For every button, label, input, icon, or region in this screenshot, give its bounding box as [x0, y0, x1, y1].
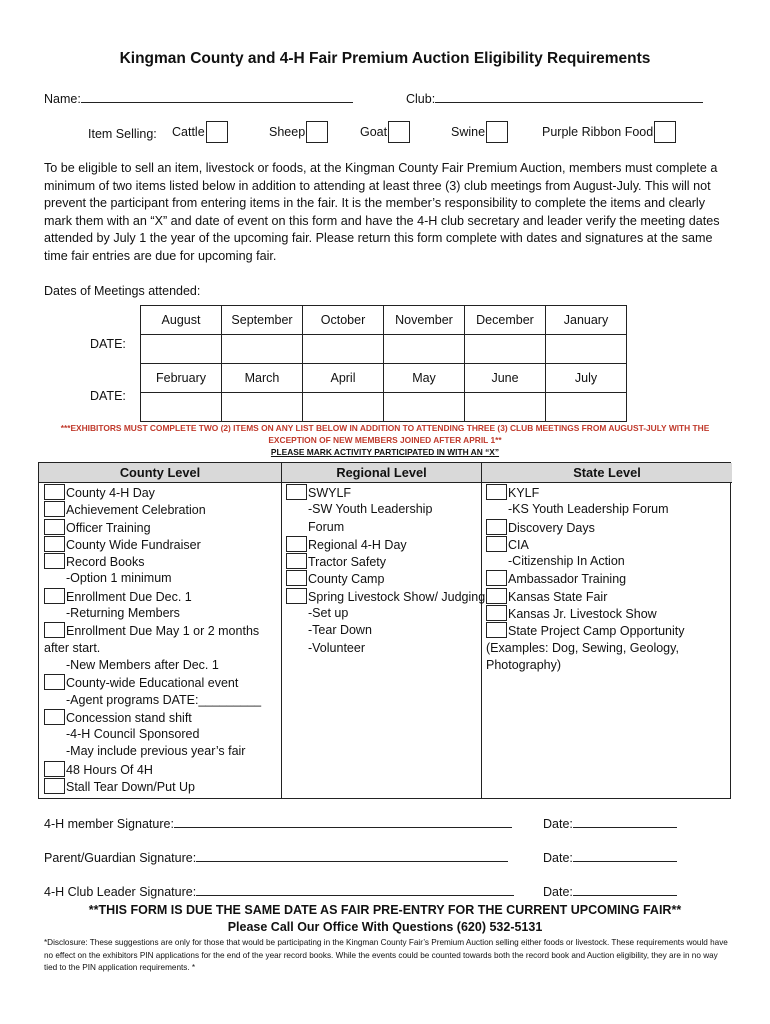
county-activity-row [44, 657, 280, 674]
month-cell: February [141, 364, 222, 393]
county-activity-checkbox[interactable] [44, 484, 65, 500]
months-row-2 [141, 364, 627, 393]
regional-activity-row [286, 622, 481, 639]
cattle-checkbox[interactable] [206, 121, 228, 143]
goat-checkbox[interactable] [388, 121, 410, 143]
regional-activity-label: Forum [308, 519, 345, 534]
county-activity-label: Concession stand shift [66, 710, 192, 725]
item-swine [451, 121, 508, 143]
regional-activity-row [286, 536, 481, 553]
county-list [44, 484, 280, 798]
item-selling-label: Item Selling: [88, 127, 157, 141]
name-row [44, 92, 353, 106]
regional-activity-row [286, 605, 481, 622]
state-activity-row [486, 622, 730, 639]
state-activity-label: KYLF [508, 486, 540, 500]
regional-activity-label: -Tear Down [308, 623, 372, 638]
parent-signature-label: Parent/Guardian Signature: [44, 851, 197, 865]
county-activity-label: County-wide Educational event [66, 676, 239, 691]
regional-activity-label: -Volunteer [308, 640, 365, 655]
county-activity-checkbox[interactable] [44, 588, 65, 604]
regional-activity-row [286, 640, 481, 657]
date-cell[interactable] [222, 393, 303, 422]
month-cell: October [303, 306, 384, 335]
county-activity-row [44, 743, 280, 760]
regional-activity-label: SWYLF [308, 486, 352, 500]
state-activity-row [486, 501, 730, 518]
month-cell: January [546, 306, 627, 335]
date-cell[interactable] [222, 335, 303, 364]
due-date-notice: **THIS FORM IS DUE THE SAME DATE AS FAIR PRE-ENTRY FOR THE CURRENT UPCOMING FAIR** [88, 903, 682, 917]
sheep-checkbox[interactable] [306, 121, 328, 143]
month-cell: March [222, 364, 303, 393]
parent-date-field[interactable] [573, 861, 677, 862]
dates-row-2 [141, 393, 627, 422]
state-activity-row [486, 605, 730, 622]
date-cell[interactable] [303, 335, 384, 364]
regional-activity-row [286, 484, 481, 501]
item-cattle [172, 121, 228, 143]
item-goat-label: Goat [360, 125, 388, 139]
club-row [406, 92, 703, 106]
county-activity-checkbox[interactable] [44, 536, 65, 552]
state-activity-checkbox[interactable] [486, 570, 507, 586]
county-activity-checkbox[interactable] [44, 674, 65, 690]
county-activity-label: -May include previous year’s fair [66, 744, 246, 759]
regional-activity-row [286, 570, 481, 587]
state-heading: State Level [482, 463, 732, 483]
member-date-field[interactable] [573, 827, 677, 828]
date-cell[interactable] [384, 335, 465, 364]
state-activity-label: Discovery Days [508, 520, 595, 535]
item-swine-label: Swine [451, 125, 486, 139]
regional-activity-checkbox[interactable] [286, 536, 307, 552]
state-activity-label: Kansas State Fair [508, 589, 608, 604]
regional-activity-row [286, 588, 486, 605]
office-contact: Please Call Our Office With Questions (620) 532-5131 [227, 920, 543, 934]
leader-date-label: Date: [543, 885, 573, 899]
state-activity-row [486, 553, 730, 570]
leader-signature-row [44, 885, 514, 899]
state-activity-row [486, 588, 730, 605]
month-cell: June [465, 364, 546, 393]
county-activity-label: -Agent programs DATE:_________ [66, 692, 262, 707]
regional-activity-row [286, 553, 481, 570]
regional-activity-label: -Set up [308, 606, 349, 621]
county-activity-checkbox[interactable] [44, 622, 65, 638]
county-activity-row [44, 553, 280, 570]
regional-activity-label: -SW Youth Leadership [308, 502, 433, 517]
regional-list [286, 484, 486, 798]
month-cell: November [384, 306, 465, 335]
state-list [486, 484, 730, 798]
month-cell: July [546, 364, 627, 393]
state-activity-checkbox[interactable] [486, 605, 507, 621]
regional-activity-label: County Camp [308, 572, 385, 587]
state-activity-label: Photography) [486, 657, 562, 672]
county-activity-row [44, 570, 280, 587]
member-signature-label: 4-H member Signature: [44, 817, 174, 831]
county-activity-row [44, 709, 280, 726]
date-label-1: DATE: [90, 337, 126, 351]
item-purple-ribbon-food-label: Purple Ribbon Food [542, 125, 654, 139]
county-activity-row [44, 484, 280, 501]
date-cell[interactable] [384, 393, 465, 422]
county-activity-label: -New Members after Dec. 1 [66, 657, 219, 672]
county-activity-row [44, 501, 280, 518]
exhibitor-warning-1: ***EXHIBITORS MUST COMPLETE TWO (2) ITEMS ON ANY LIST BELOW IN ADDITION TO ATTENDING THREE (3) CLUB MEETINGS FROM AUGUST-JULY WITH THE [60, 423, 710, 433]
county-activity-row [44, 622, 280, 639]
member-date-row [543, 817, 677, 831]
name-field[interactable] [81, 102, 353, 103]
state-activity-row [486, 484, 730, 501]
state-activity-row [486, 640, 730, 657]
state-activity-row [486, 536, 730, 553]
date-cell[interactable] [303, 393, 384, 422]
state-activity-label: -Citizenship In Action [508, 554, 625, 569]
county-activity-label: after start. [44, 640, 101, 655]
swine-checkbox[interactable] [486, 121, 508, 143]
date-cell[interactable] [465, 335, 546, 364]
state-activity-checkbox[interactable] [486, 536, 507, 552]
mark-activity-note: PLEASE MARK ACTIVITY PARTICIPATED IN WITH AN “X” [270, 447, 500, 457]
item-cattle-label: Cattle [172, 125, 205, 139]
county-activity-checkbox[interactable] [44, 501, 65, 517]
date-cell[interactable] [546, 335, 627, 364]
state-activity-label: Kansas Jr. Livestock Show [508, 607, 657, 622]
regional-activity-row [286, 501, 481, 518]
state-activity-checkbox[interactable] [486, 519, 507, 535]
county-activity-label: Achievement Celebration [66, 503, 206, 518]
name-label: Name: [44, 92, 81, 106]
state-activity-row [486, 570, 730, 587]
county-activity-label: Officer Training [66, 520, 151, 535]
item-goat [360, 121, 410, 143]
months-row-1 [141, 306, 627, 335]
dates-row-1 [141, 335, 627, 364]
date-cell[interactable] [546, 393, 627, 422]
county-activity-row [44, 605, 280, 622]
county-activity-label: -Returning Members [66, 606, 180, 621]
eligibility-table [38, 462, 731, 799]
state-activity-label: CIA [508, 537, 529, 552]
state-activity-row [486, 657, 730, 674]
county-activity-label: County 4-H Day [66, 486, 155, 500]
county-activity-label: -4-H Council Sponsored [66, 727, 200, 742]
date-cell[interactable] [465, 393, 546, 422]
county-activity-checkbox[interactable] [44, 778, 65, 794]
county-activity-row [44, 536, 280, 553]
leader-signature-label: 4-H Club Leader Signature: [44, 885, 197, 899]
regional-activity-checkbox[interactable] [286, 484, 307, 500]
county-activity-label: -Option 1 minimum [66, 571, 172, 586]
month-cell: August [141, 306, 222, 335]
member-signature-row [44, 817, 512, 831]
item-sheep-label: Sheep [269, 125, 306, 139]
county-activity-row [44, 726, 280, 743]
county-activity-row [44, 640, 280, 657]
month-cell: September [222, 306, 303, 335]
leader-date-row [543, 885, 677, 899]
county-activity-row [44, 692, 280, 709]
county-activity-label: Enrollment Due Dec. 1 [66, 589, 192, 604]
state-activity-row [486, 519, 730, 536]
state-activity-label: Ambassador Training [508, 572, 627, 587]
state-activity-checkbox[interactable] [486, 622, 507, 638]
member-signature-field[interactable] [174, 827, 512, 828]
county-activity-checkbox[interactable] [44, 709, 65, 725]
regional-activity-label: Spring Livestock Show/ Judging [308, 589, 486, 604]
county-activity-label: Record Books [66, 555, 145, 570]
club-label: Club: [406, 92, 436, 106]
date-cell[interactable] [141, 393, 222, 422]
item-purple-ribbon-food [542, 121, 676, 143]
purple-ribbon-food-checkbox[interactable] [654, 121, 676, 143]
month-cell: May [384, 364, 465, 393]
county-activity-label: Enrollment Due May 1 or 2 months [66, 624, 260, 639]
county-activity-row [44, 674, 280, 691]
regional-activity-checkbox[interactable] [286, 553, 307, 569]
county-activity-row [44, 519, 280, 536]
regional-activity-row [286, 519, 481, 536]
county-activity-checkbox[interactable] [44, 553, 65, 569]
exhibitor-warning-2: EXCEPTION OF NEW MEMBERS JOINED AFTER APRIL 1** [268, 435, 502, 445]
form-title: Kingman County and 4-H Fair Premium Auction Eligibility Requirements [119, 50, 651, 67]
parent-date-row [543, 851, 677, 865]
regional-activity-checkbox[interactable] [286, 588, 307, 604]
leader-signature-field[interactable] [196, 895, 514, 896]
date-label-2: DATE: [90, 389, 126, 403]
county-activity-row [44, 778, 280, 795]
county-activity-label: 48 Hours Of 4H [66, 762, 153, 777]
county-heading: County Level [39, 463, 281, 483]
parent-signature-row [44, 851, 508, 865]
date-cell[interactable] [141, 335, 222, 364]
parent-signature-field[interactable] [196, 861, 508, 862]
meetings-label: Dates of Meetings attended: [44, 284, 201, 298]
state-activity-checkbox[interactable] [486, 484, 507, 500]
county-activity-checkbox[interactable] [44, 761, 65, 777]
state-activity-label: State Project Camp Opportunity [508, 624, 685, 639]
meetings-table [140, 305, 627, 422]
parent-date-label: Date: [543, 851, 573, 865]
regional-activity-checkbox[interactable] [286, 570, 307, 586]
intro-paragraph: To be eligible to sell an item, livestock or foods, at the Kingman County Fair Premium Auction, members must complete a minimum of two items listed below in addition to attending at least three (3) club meetings from August-July. This will not prevent the participant from entering items in the fair. It is the member’s responsibility to complete the items and clearly mark them with an “X” and date of event on this form and have the 4-H club secretary and leader verify the meeting dates attended by July 1 the year of the upcoming fair. Please return this form complete with dates and signatures at the same time fair entries are due for upcoming fair. [44, 161, 720, 263]
month-cell: April [303, 364, 384, 393]
member-date-label: Date: [543, 817, 573, 831]
county-activity-row [44, 761, 280, 778]
regional-heading: Regional Level [282, 463, 481, 483]
county-activity-checkbox[interactable] [44, 519, 65, 535]
state-activity-checkbox[interactable] [486, 588, 507, 604]
state-activity-label: (Examples: Dog, Sewing, Geology, [486, 640, 679, 655]
month-cell: December [465, 306, 546, 335]
regional-activity-label: Tractor Safety [308, 555, 387, 570]
club-field[interactable] [435, 102, 703, 103]
county-activity-label: Stall Tear Down/Put Up [66, 780, 195, 795]
item-sheep [269, 121, 328, 143]
county-activity-row [44, 588, 280, 605]
leader-date-field[interactable] [573, 895, 677, 896]
county-activity-label: County Wide Fundraiser [66, 537, 201, 552]
state-activity-label: -KS Youth Leadership Forum [508, 502, 669, 517]
disclosure-text: *Disclosure: These suggestions are only for those that would be participating in the Kingman County Fair’s Premium Auction selling either foods or livestock. These requirements would have no effect on the exhibitors PIN applications for the end of the year record books. While the events could be counted towards both the record book and Auction eligibility, they are in no way tied to the PIN application requirements. * [44, 938, 728, 972]
regional-activity-label: Regional 4-H Day [308, 537, 407, 552]
